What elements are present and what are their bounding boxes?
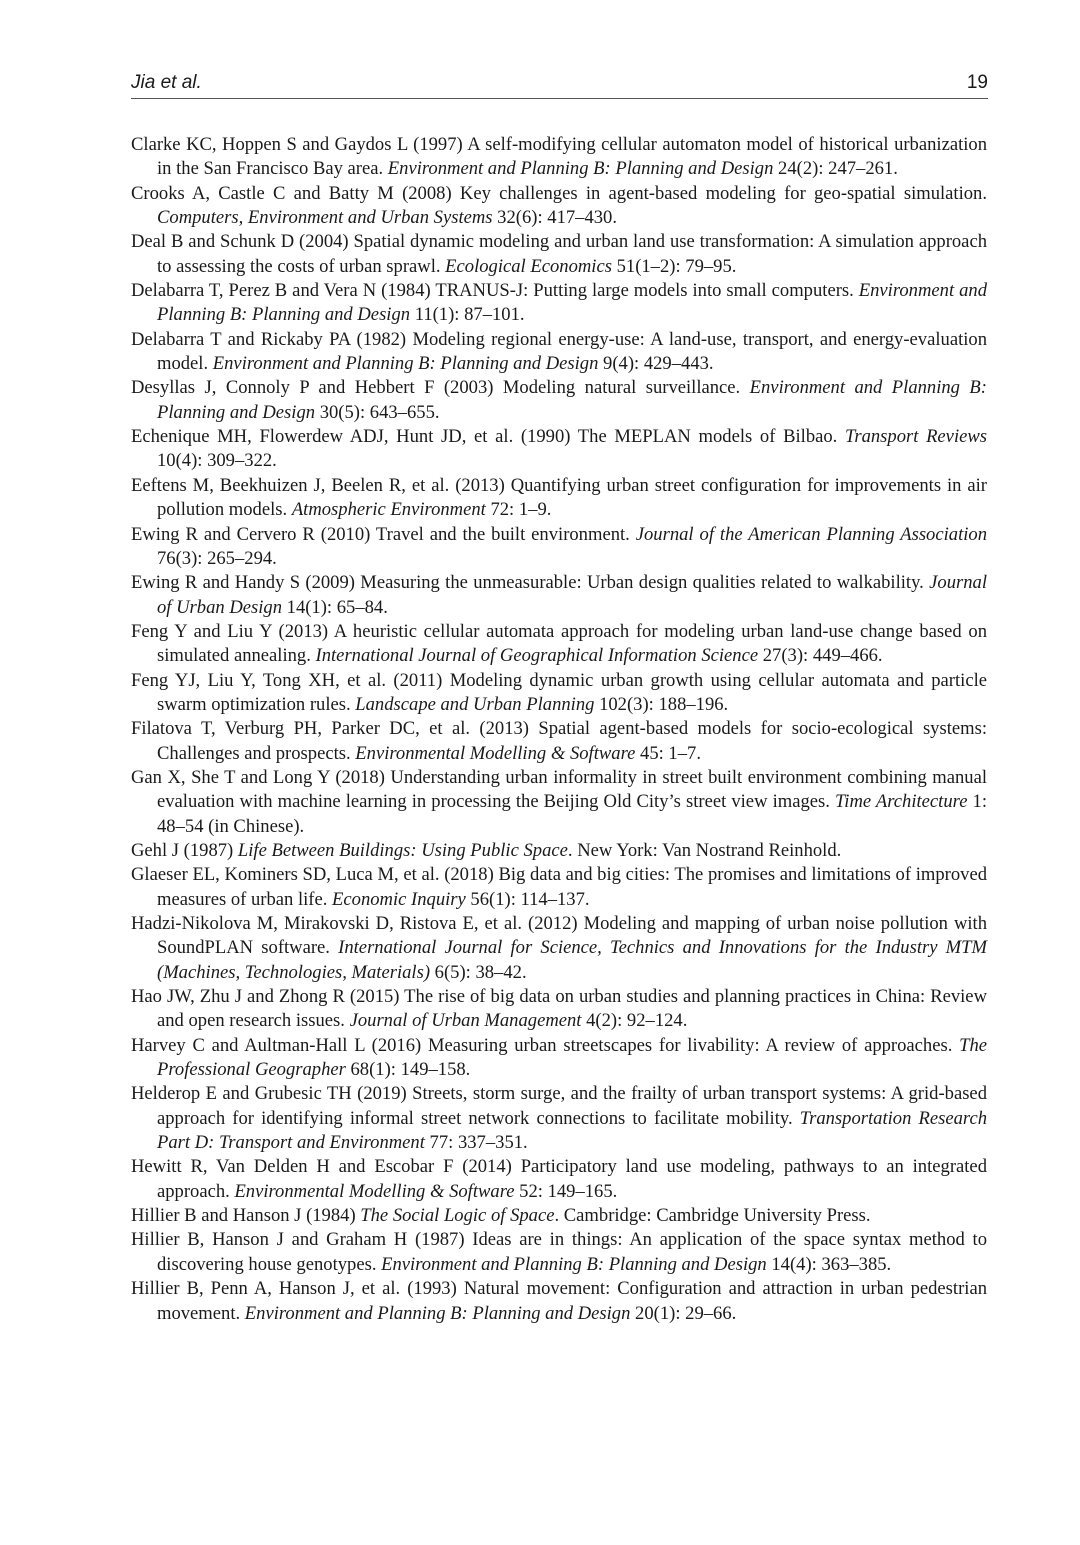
reference-text: Eeftens M, Beekhuizen J, Beelen R, et al. (2013) Quantifying urban street configuration for improvements in air pollution models. xyxy=(131,474,987,521)
reference-entry xyxy=(131,474,987,523)
reference-citation: 76(3): 265–294. xyxy=(157,547,277,569)
running-head-authors: Jia et al. xyxy=(131,72,202,93)
reference-citation: 24(2): 247–261. xyxy=(773,158,898,180)
reference-text: Echenique MH, Flowerdew ADJ, Hunt JD, et al. (1990) The MEPLAN models of Bilbao. xyxy=(131,426,846,448)
reference-entry xyxy=(131,1155,987,1204)
reference-entry xyxy=(131,985,987,1034)
reference-citation: 6(5): 38–42. xyxy=(430,961,527,983)
reference-entry xyxy=(131,279,987,328)
reference-journal: Journal of the American Planning Association xyxy=(635,523,988,545)
reference-citation: 4(2): 92–124. xyxy=(581,1010,688,1032)
reference-citation: 102(3): 188–196. xyxy=(594,693,729,715)
reference-entry xyxy=(131,1228,987,1277)
reference-journal: Environment and Planning B: Planning and Design xyxy=(244,1302,631,1324)
reference-text: Filatova T, Verburg PH, Parker DC, et al. (2013) Spatial agent-based models for socio-ecological systems: Challenges and prospects. xyxy=(131,718,987,764)
reference-citation: 32(6): 417–430. xyxy=(492,207,617,229)
reference-entry xyxy=(131,1082,987,1155)
reference-text: Crooks A, Castle C and Batty M (2008) Key challenges in agent-based modeling for geo-spatial simulation. xyxy=(131,182,987,204)
reference-entry xyxy=(131,571,987,620)
reference-entry xyxy=(131,863,987,912)
reference-entry xyxy=(131,1204,987,1228)
reference-entry xyxy=(131,328,987,377)
reference-text: Glaeser EL, Kominers SD, Luca M, et al. (2018) Big data and big cities: The promises and limitations of improved measures of urban life. xyxy=(131,864,987,910)
reference-text: Ewing R and Cervero R (2010) Travel and the built environment. xyxy=(131,523,636,545)
reference-citation: 9(4): 429–443. xyxy=(598,353,714,375)
reference-citation: 72: 1–9. xyxy=(485,499,552,521)
reference-citation: 45: 1–7. xyxy=(635,742,701,764)
reference-text: Desyllas J, Connoly P and Hebbert F (2003) Modeling natural surveillance. xyxy=(131,377,750,399)
reference-entry xyxy=(131,376,987,425)
reference-journal: Environmental Modelling & Software xyxy=(234,1180,515,1202)
reference-journal: Time Architecture xyxy=(834,791,968,813)
reference-text: Delabarra T, Perez B and Vera N (1984) TRANUS-J: Putting large models into small computers. xyxy=(131,280,859,302)
reference-citation: 51(1–2): 79–95. xyxy=(611,255,737,277)
reference-entry xyxy=(131,912,987,985)
reference-citation: 68(1): 149–158. xyxy=(345,1059,471,1081)
reference-entry xyxy=(131,425,987,474)
reference-text: Clarke KC, Hoppen S and Gaydos L (1997) A self-modifying cellular automaton model of historical urbanization in the San Francisco Bay area. xyxy=(131,134,987,180)
reference-entry xyxy=(131,182,987,231)
reference-journal: Transport Reviews xyxy=(845,426,987,448)
reference-entry xyxy=(131,523,987,572)
reference-text: Hewitt R, Van Delden H and Escobar F (2014) Participatory land use modeling, pathways to an integrated approach. xyxy=(131,1156,987,1202)
reference-text: Helderop E and Grubesic TH (2019) Streets, storm surge, and the frailty of urban transport systems: A grid-based approach for identifying informal street network connections to facilitate mobility. xyxy=(131,1083,987,1129)
reference-journal: Atmospheric Environment xyxy=(291,499,486,521)
reference-citation: 30(5): 643–655. xyxy=(315,401,440,423)
reference-journal: Life Between Buildings: Using Public Space xyxy=(237,839,568,861)
reference-text: Hillier B and Hanson J (1984) xyxy=(131,1205,361,1227)
reference-text: Feng YJ, Liu Y, Tong XH, et al. (2011) Modeling dynamic urban growth using cellular automata and particle swarm optimization rules. xyxy=(131,669,987,715)
reference-text: Ewing R and Handy S (2009) Measuring the unmeasurable: Urban design qualities related to walkability. xyxy=(131,572,930,594)
reference-text: Feng Y and Liu Y (2013) A heuristic cellular automata approach for modeling urban land-use change based on simulated annealing. xyxy=(131,620,987,667)
reference-citation: 11(1): 87–101. xyxy=(410,304,525,326)
reference-text: Hadzi-Nikolova M, Mirakovski D, Ristova E, et al. (2012) Modeling and mapping of urban noise pollution with SoundPLAN software. xyxy=(131,913,987,959)
reference-entry xyxy=(131,1277,987,1326)
reference-journal: Environment and Planning B: Planning and Design xyxy=(381,1253,767,1275)
reference-citation: 1: 48–54 (in Chinese). xyxy=(157,791,987,837)
reference-text: Gan X, She T and Long Y (2018) Understanding urban informality in street built environment combining manual evaluation with machine learning in processing the Beijing Old City’s street view images. xyxy=(131,766,987,813)
reference-text: Delabarra T and Rickaby PA (1982) Modeling regional energy-use: A land-use, transport, and energy-evaluation model. xyxy=(131,328,987,375)
reference-citation: 27(3): 449–466. xyxy=(758,645,883,667)
reference-entry xyxy=(131,230,987,279)
reference-journal: Environment and Planning B: Planning and Design xyxy=(212,353,599,375)
reference-journal: Landscape and Urban Planning xyxy=(355,693,595,715)
reference-entry xyxy=(131,717,987,766)
reference-entry xyxy=(131,1034,987,1083)
reference-journal: Environmental Modelling & Software xyxy=(355,742,636,764)
reference-text: Hillier B, Hanson J and Graham H (1987) Ideas are in things: An application of the space syntax method to discovering house genotypes. xyxy=(131,1229,987,1275)
reference-journal: Environment and Planning B: Planning and Design xyxy=(387,158,774,180)
reference-journal: International Journal for Science, Technics and Innovations for the Industry MTM (Machines, Technologies, Materials) xyxy=(157,937,987,983)
reference-citation: 52: 149–165. xyxy=(514,1180,618,1202)
reference-journal: Journal of Urban Design xyxy=(157,572,987,618)
reference-citation: 56(1): 114–137. xyxy=(465,888,590,910)
running-head xyxy=(131,70,988,99)
reference-journal: Economic Inquiry xyxy=(332,888,466,910)
reference-citation: 20(1): 29–66. xyxy=(630,1302,737,1324)
reference-entry xyxy=(131,839,987,863)
reference-journal: Computers, Environment and Urban Systems xyxy=(157,207,493,229)
reference-entry xyxy=(131,669,987,718)
reference-text: Gehl J (1987) xyxy=(131,839,238,861)
reference-citation: 77: 337–351. xyxy=(424,1132,528,1154)
reference-text: Hillier B, Penn A, Hanson J, et al. (1993) Natural movement: Configuration and attraction in urban pedestrian movement. xyxy=(131,1278,987,1324)
reference-citation: 14(4): 363–385. xyxy=(766,1253,892,1275)
reference-journal: The Professional Geographer xyxy=(157,1034,987,1081)
reference-journal: Ecological Economics xyxy=(445,255,612,277)
reference-citation: . New York: Van Nostrand Reinhold. xyxy=(567,839,842,861)
reference-journal: Transportation Research Part D: Transport and Environment xyxy=(157,1107,987,1154)
reference-list xyxy=(131,133,987,1326)
reference-journal: The Social Logic of Space xyxy=(360,1205,555,1227)
reference-journal: Environment and Planning B: Planning and Design xyxy=(157,377,987,423)
reference-citation: . Cambridge: Cambridge University Press. xyxy=(554,1205,871,1227)
reference-citation: 14(1): 65–84. xyxy=(282,596,388,618)
page-number: 19 xyxy=(966,72,988,93)
reference-entry xyxy=(131,766,987,839)
reference-text: Deal B and Schunk D (2004) Spatial dynamic modeling and urban land use transformation: A simulation approach to assessing the costs of urban sprawl. xyxy=(131,231,987,277)
reference-text: Hao JW, Zhu J and Zhong R (2015) The rise of big data on urban studies and planning practices in China: Review and open research issues. xyxy=(131,986,987,1032)
reference-journal: Environment and Planning B: Planning and Design xyxy=(157,280,987,326)
reference-citation: 10(4): 309–322. xyxy=(157,450,277,472)
reference-text: Harvey C and Aultman-Hall L (2016) Measuring urban streetscapes for livability: A review of approaches. xyxy=(131,1034,960,1056)
reference-journal: Journal of Urban Management xyxy=(349,1010,582,1032)
reference-journal: International Journal of Geographical Information Science xyxy=(315,645,759,667)
reference-entry xyxy=(131,133,987,182)
reference-entry xyxy=(131,620,987,669)
